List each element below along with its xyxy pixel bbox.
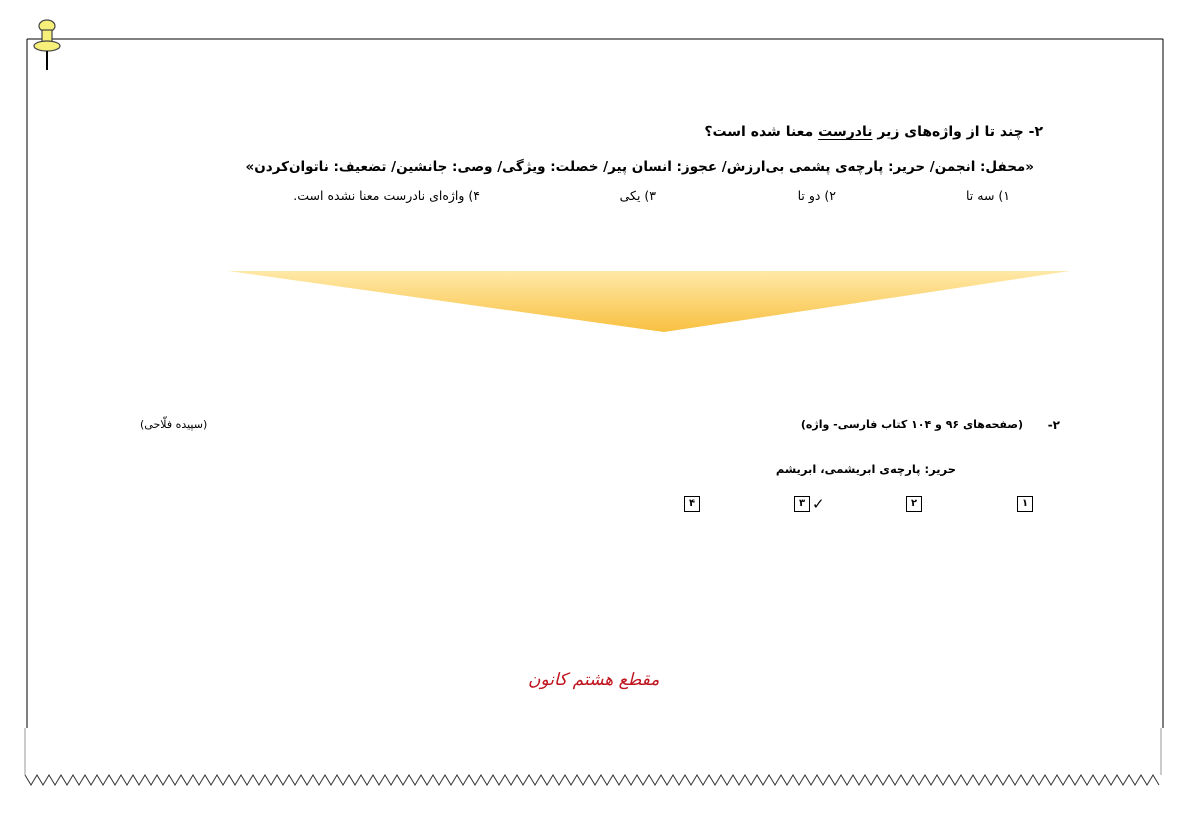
- push-pin-icon: [30, 16, 64, 76]
- footer-label: مقطع هشتم کانون: [528, 670, 660, 690]
- option-1: ۱) سه تا: [965, 188, 1010, 203]
- word-list: «محفل: انجمن/ حریر: پارچه‌ی پشمی بی‌ارزش/ عجوز: انسان پیر/ خصلت: ویژگی/ وصی: جانشین/ تضعیف: ناتوان‌کردن»: [245, 159, 1034, 175]
- answer-definition: حریر: پارچه‌ی ابریشمی، ابریشم: [775, 462, 956, 476]
- question-title-prefix: ۲- چند تا از واژه‌های زیر: [872, 124, 1043, 140]
- question-title-underlined: نادرست: [818, 124, 873, 140]
- choice-box-2: ۲: [906, 496, 922, 512]
- option-2: ۲) دو تا: [797, 188, 836, 203]
- checkmark-icon: ✓: [812, 495, 825, 513]
- answer-divider-arrow: [228, 271, 1070, 333]
- answer-source: (صفحه‌های ۹۶ و ۱۰۴ کتاب فارسی- واژه): [800, 418, 1023, 431]
- option-3: ۳) یکی: [619, 188, 656, 203]
- choice-box-4: ۴: [684, 496, 700, 512]
- option-4: ۴) واژه‌ای نادرست معنا نشده است.: [293, 188, 480, 203]
- choice-box-3: ۳: [794, 496, 810, 512]
- author-name: (سپیده فلّاحی): [140, 418, 208, 431]
- choice-box-1: ۱: [1017, 496, 1033, 512]
- question-title: [704, 124, 1043, 140]
- torn-edge: [25, 775, 1159, 785]
- question-title-suffix: معنا شده است؟: [704, 124, 819, 140]
- answer-number: ۲-: [1047, 418, 1060, 432]
